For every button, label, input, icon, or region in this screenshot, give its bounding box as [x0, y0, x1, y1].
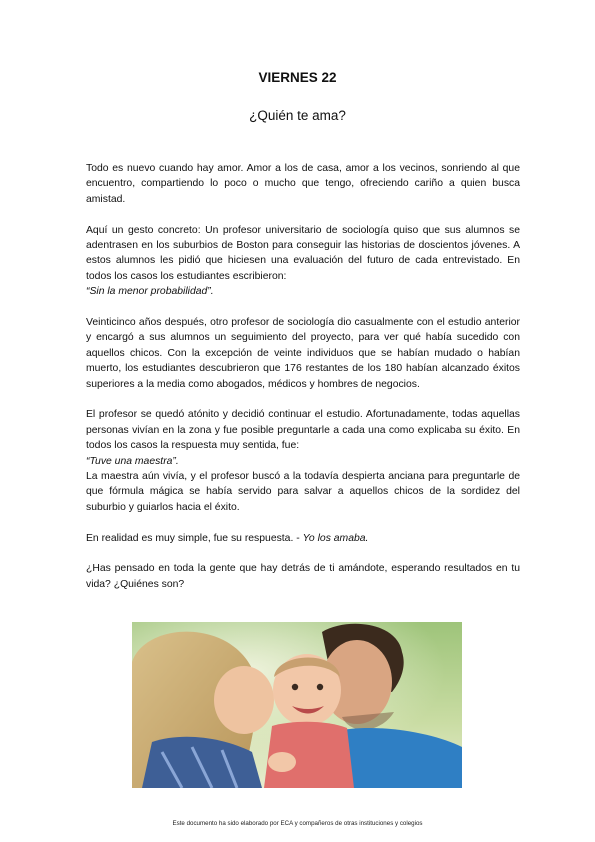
- story-quote: “Sin la menor probabilidad”.: [86, 286, 214, 298]
- paragraph-intro: Todo es nuevo cuando hay amor. Amor a los de casa, amor a los vecinos, sonriendo al que encuentro, compartiendo lo poco o mucho que tengo, ofreciendo cariño a quien busca amistad.: [86, 163, 520, 205]
- document-body: [86, 161, 520, 608]
- story-text: Aquí un gesto concreto: Un profesor universitario de sociología quiso que sus alumnos se adentrasen en los suburbios de Boston para conseguir las historias de doscientos jóvenes. A estos alumnos les pidió que hiciesen una evaluación del futuro de cada entrevistado. En todos los casos los estudiantes escribieron:: [86, 224, 520, 282]
- paragraph-teacher: [86, 407, 520, 515]
- family-photo: [132, 622, 462, 788]
- footer-credit: Este documento ha sido elaborado por ECA y compañeros de otras instituciones y colegios: [172, 820, 423, 827]
- teacher-continuation: La maestra aún vivía, y el profesor buscó a la todavía despierta anciana para preguntarle de que fórmula mágica se había servido para salvar a aquellos chicos de la sordidez del suburbio y guiarlos hacia el éxito.: [86, 471, 520, 513]
- page-title: VIERNES 22: [258, 70, 337, 85]
- page-subtitle: ¿Quién te ama?: [249, 108, 346, 123]
- paragraph-followup: Veinticinco años después, otro profesor de sociología dio casualmente con el estudio anterior y encargó a sus alumnos un seguimiento del proyecto, para ver qué había sucedido con aquellos chicos. Con la excepción de veinte individuos que se habían mudado o habían muerto, los estudiantes descubrieron que 176 restantes de los 180 habían alcanzado éxitos superiores a la media como abogados, médicos y hombres de negocios.: [86, 317, 520, 390]
- paragraph-answer: [86, 531, 520, 546]
- answer-text: En realidad es muy simple, fue su respuesta. -: [86, 532, 303, 544]
- paragraph-story: [86, 223, 520, 300]
- paragraph-question: ¿Has pensado en toda la gente que hay detrás de ti amándote, esperando resultados en tu vida? ¿Quiénes son?: [86, 563, 520, 590]
- teacher-text: El profesor se quedó atónito y decidió continuar el estudio. Afortunadamente, todas aquellas personas vivían en la zona y fue posible preguntarle a cada una como explicaba su éxito. En todos los casos la respuesta muy sentida, fue:: [86, 409, 520, 452]
- teacher-quote: “Tuve una maestra”.: [86, 455, 179, 467]
- answer-quote: Yo los amaba.: [302, 532, 369, 544]
